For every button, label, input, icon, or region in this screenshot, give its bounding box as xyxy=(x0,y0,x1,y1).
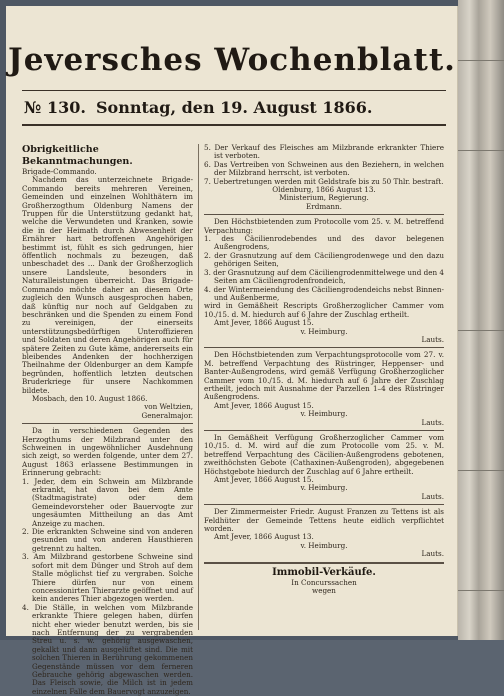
notice-text: Den Höchstbietenden zum Verpachtungsprotocolle vom 27. v. M. betreffend Verpachtung des Rüstringer, Heppenser- und Banter-Außengrodens, wird gemäß Verfügung Großherzoglicher Cammer vom 10./15. d. M. hiedurch auf 6 Jahre der Zuschlag ertheilt, jedoch mit Ausnahme der Parzellen 1–4 des Rüstringer Außengrodens. xyxy=(204,350,444,402)
list-item: 5. Der Verkauf des Fleisches am Milzbrande erkrankter Thiere ist verboten. xyxy=(204,143,444,161)
list-item: 3. der Grasnutzung auf dem Cäciliengrodenmittelwege und den 4 Seiten am Cäciliengrodenfrondeich, xyxy=(204,267,444,286)
intro-paragraph: Nachdem das unterzeichnete Brigade-Commando bereits mehreren Vereinen, Gemeinden und einzelnen Wohlthätern im Großherzogthum Oldenburg Namens der Truppen für die Unterstützung gedankt hat, welche die Verwundeten und Kranken, sowie die in der Heimath durch Abwesenheit der Ernährer hart betroffenen Angehörigen bestimmt ist, fühlt es sich gedrungen, hier öffentlich nochmals zu bezeugen, daß unbeschadet des ... Dank der Großherzoglich unsere Landsleute, besonders in Naturalleistungen überreicht. Das Brigade-Commando möchte daher an diesem Orte zugleich den Wunsch ausgesprochen haben, daß künftig nur noch auf Geldgaben zu beschränken und die Spenden zu einem Fond zu vereinigen, der einerseits unterstützungsbedürftigen Unteroffizieren und Soldaten und deren Angehörigen auch für spätere Zeiten zu Gute käme, andererseits ein bleibendes Andenken der hochherzigen Theilnahme der Oldenburger an dem Kampfe begründen, hoffentlich letzten deutschen Bruderkriege für unsere Nachkommen bildete. xyxy=(22,175,193,395)
issue-rule xyxy=(22,124,446,126)
divider xyxy=(204,562,444,564)
list-item: 4. Die Ställe, in welchen vom Milzbrande erkrankte Thiere gelegen haben, dürfen nicht eher wieder benutzt werden, bis sie nach Entfernung der zu vergrabenden Streu u. s. w. gehörig ausgewaschen, gekalkt und dann ausgelüftet sind. Die mit solchen Thieren in Berührung gekommenen Gegenstände müssen vor dem ferneren Gebrauche gehörig abgewaschen werden. Das Fleisch sowie, die Milch ist in jedem einzelnen Falle dem Bauervogt anzuzeigen. xyxy=(22,602,193,696)
divider xyxy=(22,423,193,424)
section-subtitle: Brigade-Commando. xyxy=(22,167,97,176)
binding-stripe xyxy=(458,330,504,331)
notice-place: Amt Jever, 1866 August 15. xyxy=(214,400,314,410)
notice-text: wird in Gemäßheit Rescripts Großherzoglicher Cammer vom 10./15. d. M. hiedurch auf 6 Jahre der Zuschlag ertheilt. xyxy=(204,301,444,319)
notice-place: Amt Jever, 1866 August 15. xyxy=(214,318,314,328)
notice-sign: Erdmann. xyxy=(306,201,342,211)
notice-tag: Lauts. xyxy=(421,334,444,344)
notice-sign: v. Heimburg. xyxy=(300,540,348,550)
issue-number: № 130. xyxy=(24,98,86,117)
list-item: 2. Die erkrankten Schweine sind von anderen gesunden und von anderen Hausthieren getrennt zu halten. xyxy=(22,527,193,553)
masthead-rule xyxy=(22,90,446,91)
masthead-title: Jeversches Wochenblatt. xyxy=(8,42,456,78)
notice-place: Oldenburg, 1866 August 13. xyxy=(272,185,376,195)
list-item: 2. der Grasnutzung auf dem Cäciliengrodenwege und den dazu gehörigen Seiten, xyxy=(204,250,444,269)
section-heading: Immobil-Verkäufe. xyxy=(272,566,376,578)
notice-text: In Gemäßheit Verfügung Großherzoglicher Cammer vom 10./15. d. M. wird auf die zum Protocolle vom 25. v. M. betreffend Verpachtung des Cäcilien-Außengrodens gebotenen, zweithöchsten Gebote (Cathaxinen-Außengroden), abgegebenen Höchstgebote hiedurch der Zuschlag auf 6 Jahre ertheilt. xyxy=(204,433,444,476)
notice-text: Der Zimmermeister Friedr. August Franzen zu Tettens ist als Feldhüter der Gemeinde Tettens heute eidlich verpflichtet worden. xyxy=(204,507,444,534)
place-date: Mosbach, den 10. August 1866. xyxy=(32,393,148,403)
list-item: 1. des Cäcilienrodebendes und des davor belegenen Außengrodens, xyxy=(204,234,444,252)
notice-tag: Lauts. xyxy=(421,491,444,501)
book-binding xyxy=(458,0,504,640)
tail-line: wegen xyxy=(312,586,336,596)
left-column xyxy=(22,144,193,696)
divider xyxy=(204,504,444,505)
binding-stripe xyxy=(458,150,504,151)
notice-sign: v. Heimburg. xyxy=(300,326,348,336)
divider xyxy=(204,214,444,215)
column-divider xyxy=(198,144,199,630)
divider xyxy=(204,430,444,431)
notice-sign: v. Heimburg. xyxy=(300,483,348,493)
newspaper-page xyxy=(6,6,458,696)
list-item: 7. Uebertretungen werden mit Geldstrafe bis zu 50 Thlr. bestraft. xyxy=(204,176,444,186)
signer-rank: Generalmajor. xyxy=(141,410,193,420)
list-item: 6. Das Vertreiben von Schweinen aus den Beziehern, in welchen der Milzbrand herrscht, ist verboten. xyxy=(204,159,444,178)
issue-date: Sonntag, den 19. August 1866. xyxy=(96,98,373,117)
binding-stripe xyxy=(458,60,504,61)
divider xyxy=(204,347,444,348)
notice-tag: Lauts. xyxy=(421,549,444,559)
list-item: 4. der Wintermeiendung des Cäciliengrodendeichs nebst Binnen- und Außenberme, xyxy=(204,284,444,302)
list-item: 3. Am Milzbrand gestorbene Schweine sind sofort mit dem Dünger und Stroh auf dem Stalle möglichst tief zu vergraben. Solche Thiere dürfen nur von einem concessionirten Thierarzte geöffnet und auf kein anderes Thier abgezogen werden. xyxy=(22,552,193,604)
notice-sign: v. Heimburg. xyxy=(300,409,348,419)
notice-org: Ministerium, Regierung. xyxy=(279,193,369,203)
list-item: 1. Jeder, dem ein Schwein am Milzbrande erkrankt, hat davon bei dem Amte (Stadtmagistrate) oder dem Gemeindevorsteher oder Bauervogte zur ungesäumten Mittheilung an das Amt Anzeige zu machen. xyxy=(22,476,193,528)
notice-text: Den Höchstbietenden zum Protocolle vom 25. v. M. betreffend Verpachtung: xyxy=(204,217,444,235)
binding-stripe xyxy=(458,590,504,591)
signer-name: von Weltzien, xyxy=(144,402,193,412)
milzbrand-intro: Da in verschiedenen Gegenden des Herzogthums der Milzbrand unter den Schweinen in ungewöhnlicher Ausdehnung sich zeigt, so werden folgende, unter dem 27. August 1863 erlassene Bestimmungen in Erinnerung gebracht: xyxy=(22,426,193,478)
section-title: Obrigkeitliche Bekanntmachungen. xyxy=(22,144,133,167)
right-column xyxy=(204,144,444,596)
binding-stripe xyxy=(458,470,504,471)
notice-tag: Lauts. xyxy=(421,417,444,427)
tail-line: In Concurssachen xyxy=(291,577,357,587)
notice-place: Amt Jever, 1866 August 15. xyxy=(214,475,314,485)
notice-place: Amt Jever, 1866 August 13. xyxy=(214,532,314,542)
issue-line xyxy=(24,98,444,117)
